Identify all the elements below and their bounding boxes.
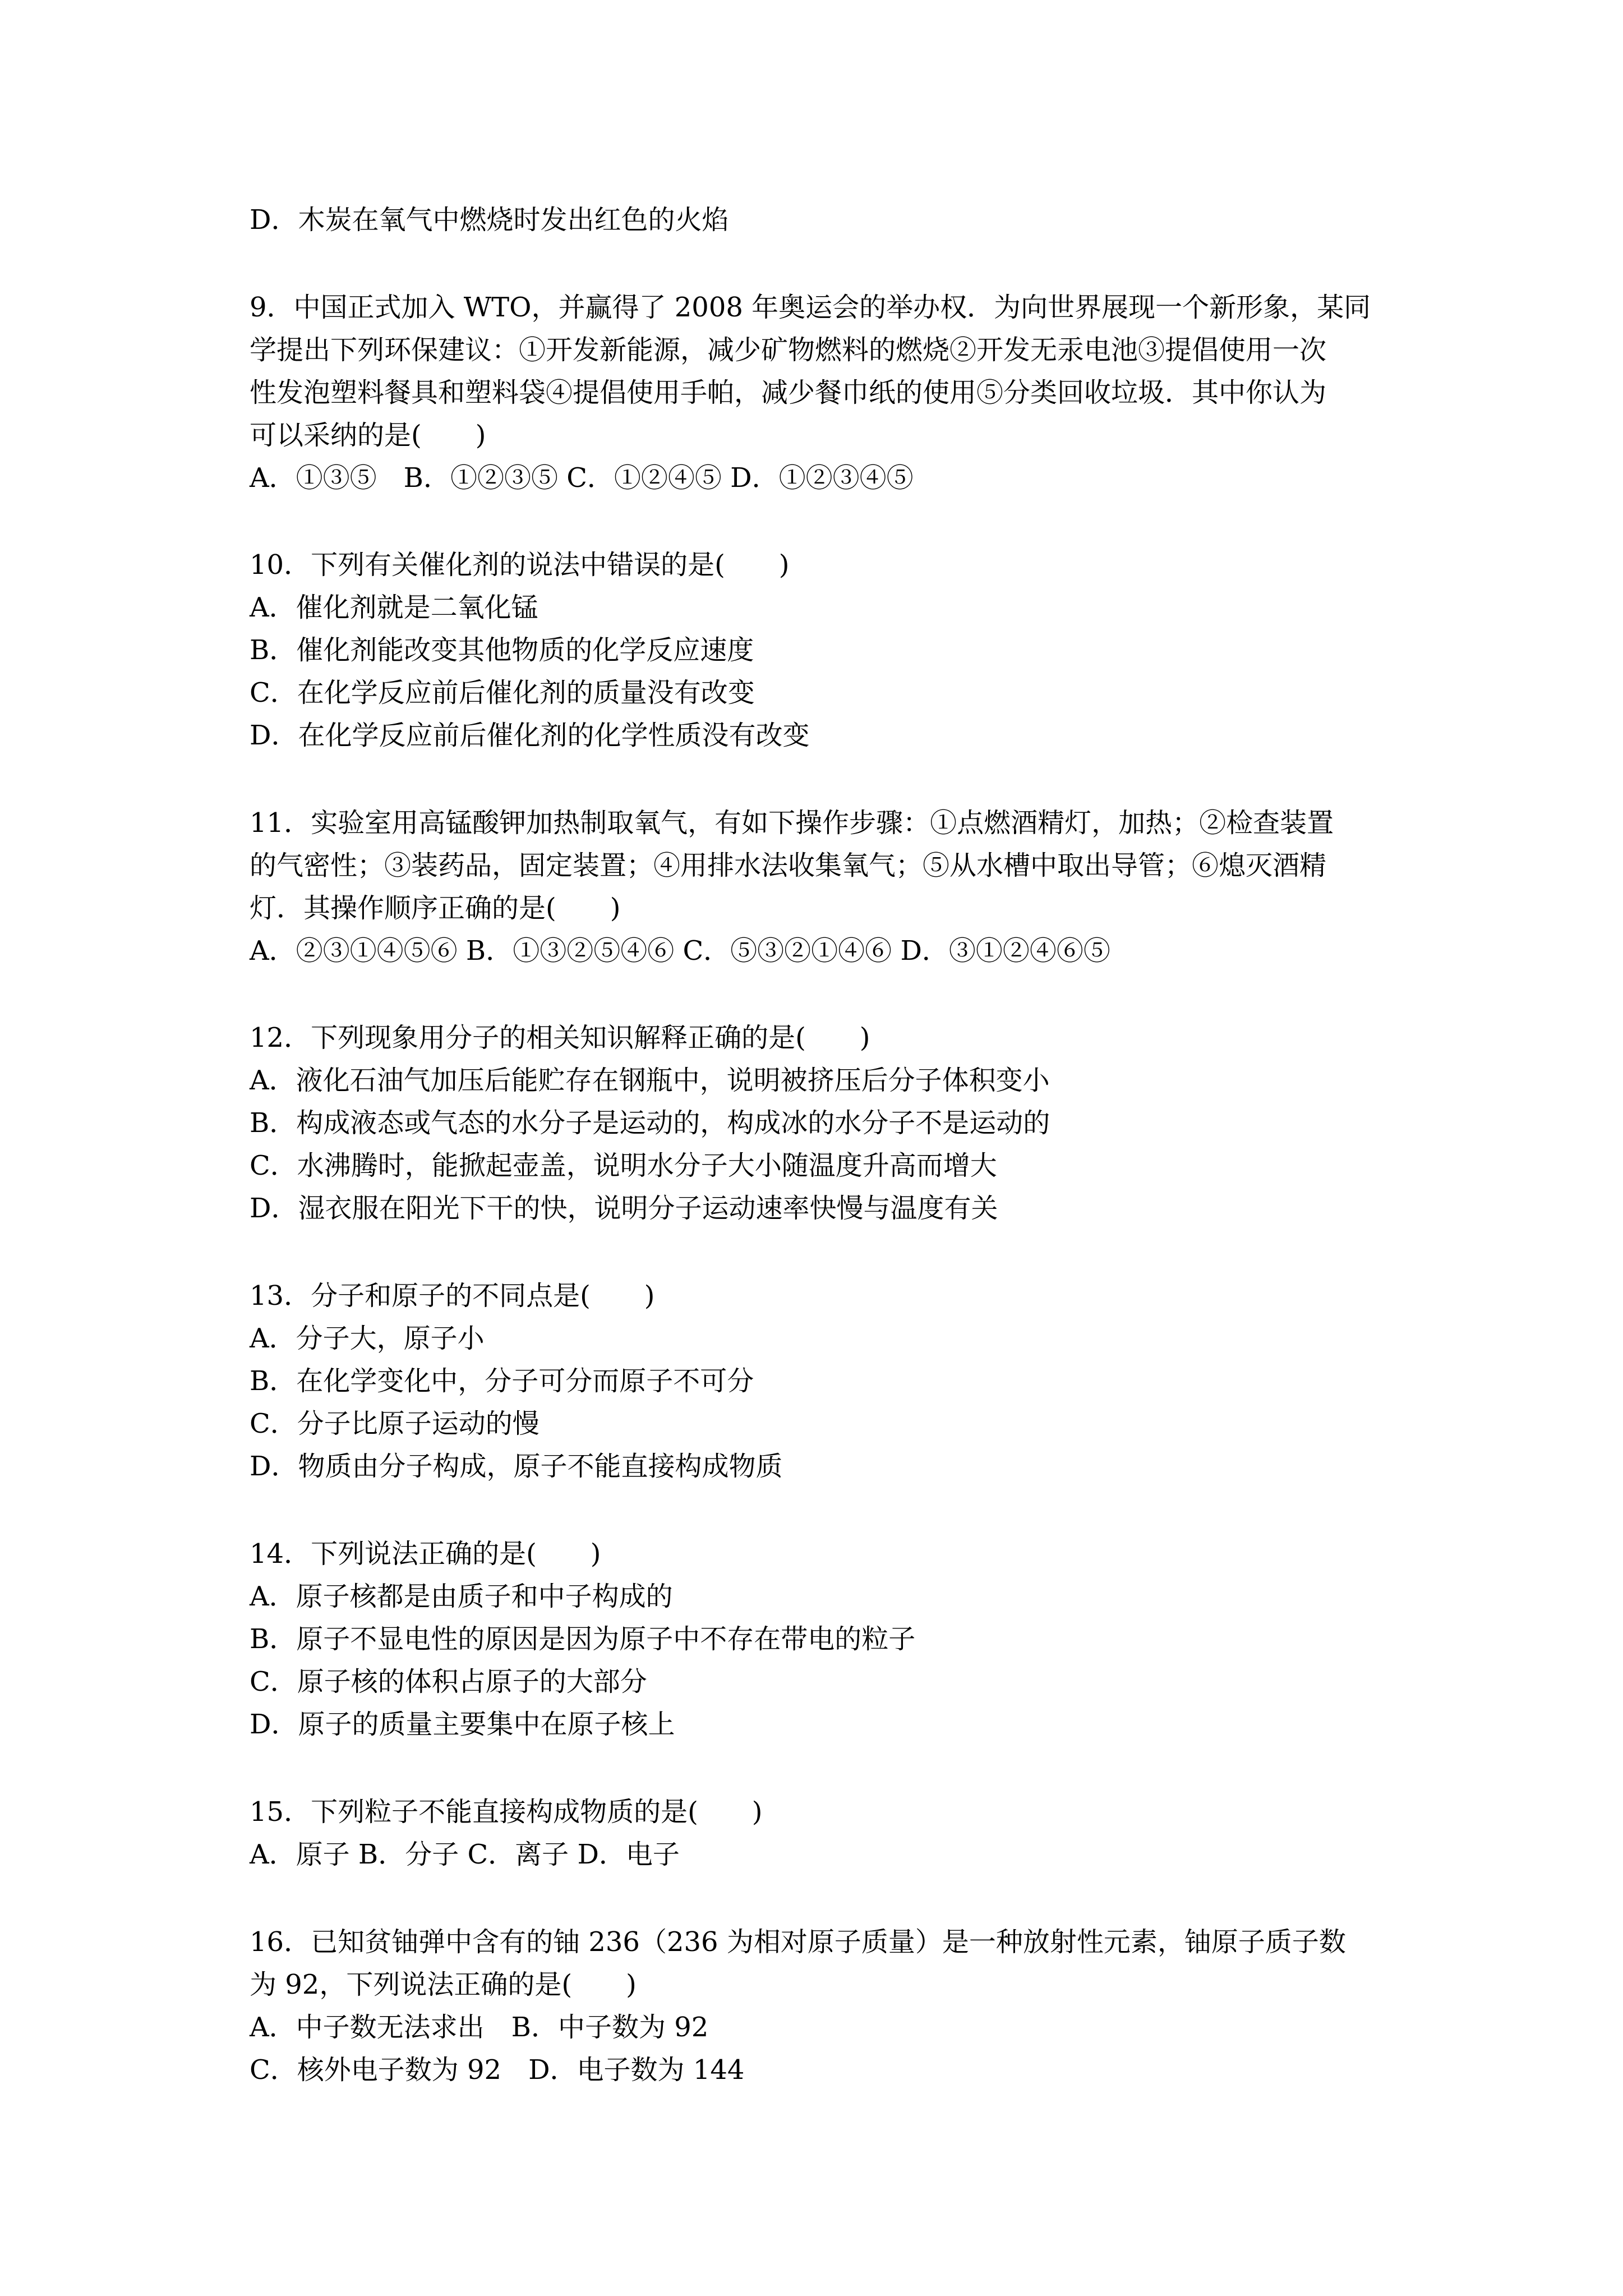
q16-stem-line-1: 16．已知贫铀弹中含有的铀 236（236 为相对原子质量）是一种放射性元素，铀原子质子数 — [250, 1926, 1346, 1958]
q13-option-a: A．分子大，原子小 — [250, 1323, 485, 1354]
q16-stem-line-2: 为 92，下列说法正确的是( ) — [250, 1969, 637, 2000]
q11-stem-line-1: 11．实验室用高锰酸钾加热制取氧气，有如下操作步骤：①点燃酒精灯，加热；②检查装置 — [250, 807, 1334, 839]
q9-stem-line-3: 性发泡塑料餐具和塑料袋④提倡使用手帕，减少餐巾纸的使用⑤分类回收垃圾．其中你认为 — [250, 377, 1327, 408]
q11-stem-line-3: 灯．其操作顺序正确的是( ) — [250, 892, 621, 924]
q9-stem-line-4: 可以采纳的是( ) — [250, 420, 486, 451]
q16-options-cd: C．核外电子数为 92 D．电子数为 144 — [250, 2054, 745, 2086]
q14-option-a: A．原子核都是由质子和中子构成的 — [250, 1581, 673, 1612]
q12-option-b: B．构成液态或气态的水分子是运动的，构成冰的水分子不是运动的 — [250, 1107, 1050, 1139]
q11-stem-line-2: 的气密性；③装药品，固定装置；④用排水法收集氧气；⑤从水槽中取出导管；⑥熄灭酒精 — [250, 850, 1327, 881]
q10-option-d: D．在化学反应前后催化剂的化学性质没有改变 — [250, 720, 810, 751]
q14-option-d: D．原子的质量主要集中在原子核上 — [250, 1709, 675, 1740]
q16-options-ab: A．中子数无法求出 B．中子数为 92 — [250, 2012, 709, 2043]
q13-option-d: D．物质由分子构成，原子不能直接构成物质 — [250, 1451, 783, 1482]
q14-stem: 14．下列说法正确的是( ) — [250, 1538, 601, 1570]
q14-option-b: B．原子不显电性的原因是因为原子中不存在带电的粒子 — [250, 1623, 916, 1655]
q13-option-c: C．分子比原子运动的慢 — [250, 1408, 540, 1439]
q14-option-c: C．原子核的体积占原子的大部分 — [250, 1666, 647, 1697]
q8-option-d: D．木炭在氧气中燃烧时发出红色的火焰 — [250, 204, 729, 236]
q9-options: A．①③⑤ B．①②③⑤ C．①②④⑤ D．①②③④⑤ — [250, 462, 914, 494]
q9-stem-line-1: 9．中国正式加入 WTO，并赢得了 2008 年奥运会的举办权．为向世界展现一个新形象，某同 — [250, 292, 1371, 323]
q13-stem: 13．分子和原子的不同点是( ) — [250, 1280, 655, 1312]
q9-stem-line-2: 学提出下列环保建议：①开发新能源，减少矿物燃料的燃烧②开发无汞电池③提倡使用一次 — [250, 334, 1327, 366]
q10-option-b: B．催化剂能改变其他物质的化学反应速度 — [250, 634, 754, 666]
q12-option-d: D．湿衣服在阳光下干的快，说明分子运动速率快慢与温度有关 — [250, 1193, 998, 1224]
q15-options: A．原子 B．分子 C．离子 D．电子 — [250, 1839, 680, 1870]
q11-options: A．②③①④⑤⑥ B．①③②⑤④⑥ C．⑤③②①④⑥ D．③①②④⑥⑤ — [250, 935, 1110, 967]
q15-stem: 15．下列粒子不能直接构成物质的是( ) — [250, 1796, 763, 1828]
q12-option-c: C．水沸腾时，能掀起壶盖，说明水分子大小随温度升高而增大 — [250, 1150, 997, 1181]
q13-option-b: B．在化学变化中，分子可分而原子不可分 — [250, 1365, 754, 1397]
q10-option-c: C．在化学反应前后催化剂的质量没有改变 — [250, 677, 755, 708]
q10-option-a: A．催化剂就是二氧化锰 — [250, 592, 538, 623]
q12-stem: 12．下列现象用分子的相关知识解释正确的是( ) — [250, 1022, 870, 1053]
q12-option-a: A．液化石油气加压后能贮存在钢瓶中，说明被挤压后分子体积变小 — [250, 1065, 1050, 1096]
q10-stem: 10．下列有关催化剂的说法中错误的是( ) — [250, 549, 790, 581]
